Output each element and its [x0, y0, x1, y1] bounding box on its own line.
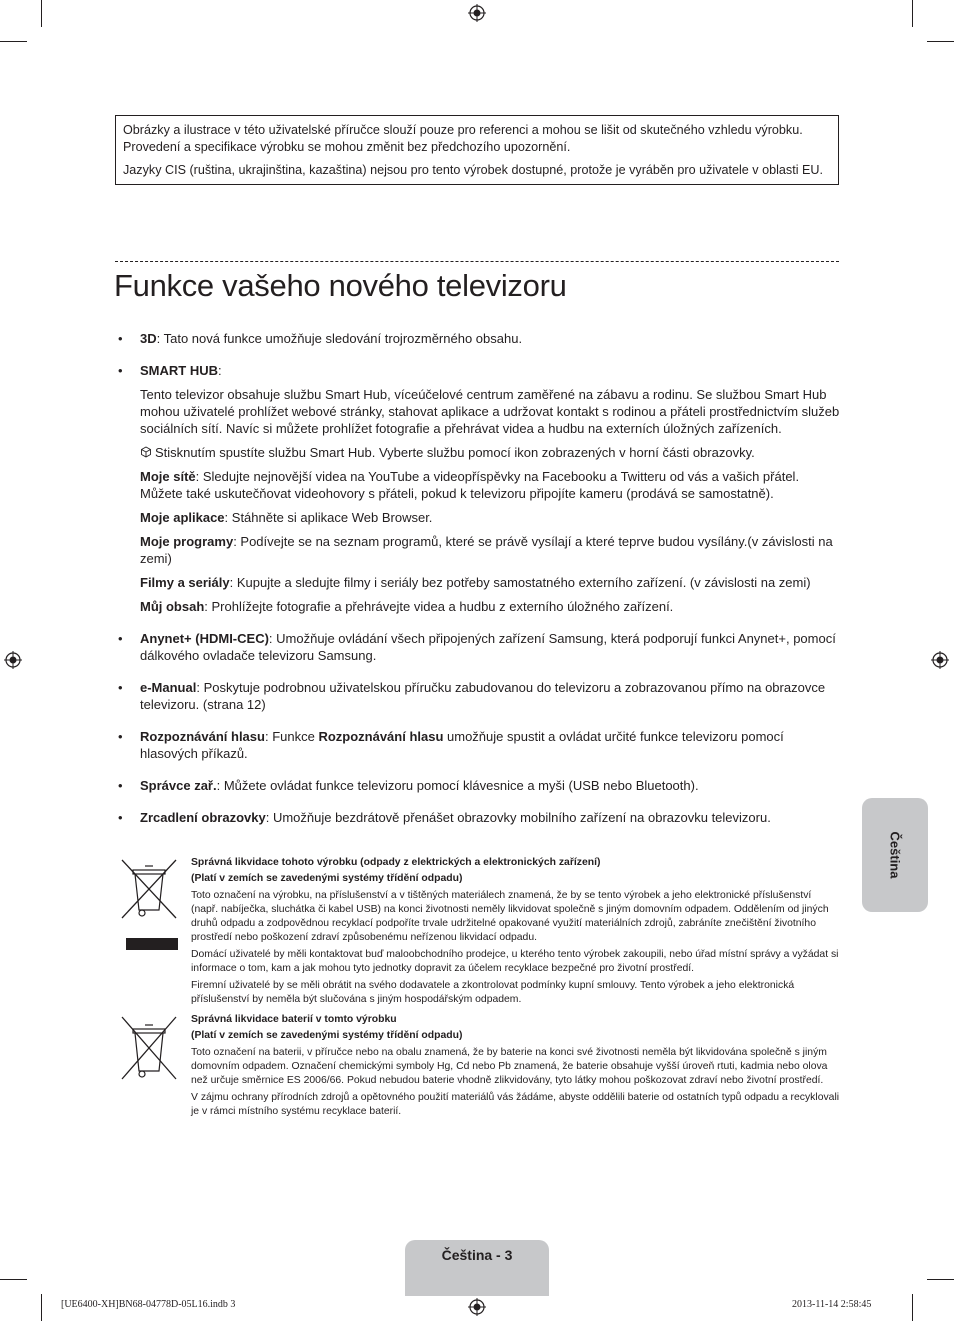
battery-disposal-text	[191, 1013, 841, 1122]
weee-paragraph: Toto označení na výrobku, na příslušenství a v tištěných materiálech znamená, že by se tento výrobek a jeho elektronické příslušenství (např. nabíječka, sluchátka či kabel USB) na konci životnosti neměly likvidovat společně s jiným domovním odpadem. Oddělením od jiných druhů odpadu a zodpovědnou recyklací podpoříte trvale udržitelné opakované využití materiálních zdrojů, zabráníte znečištění životního prostředí nebo poškození zdraví způsobenému neřízenou likvidací odpadu.	[191, 890, 829, 943]
crop-mark	[912, 0, 913, 27]
registration-mark-icon	[931, 651, 949, 669]
feature-smart-hub: • SMART HUB: Tento televizor obsahuje službu Smart Hub, víceúčelové centrum zaměřené na zábavu a rodinu. Se službou Smart Hub mohou uživatelé prohlížet webové stránky, stahovat aplikace a udržovat kontakt s rodinou a přáteli prostřednictvím služeb sociálních sítí. Navíc si můžete prohlížet fotografie a přehrávat videa a hudbu na externích úložných zařízeních. Stisknutím spustíte službu Smart Hub. Vyberte službu pomocí ikon zobrazených v horní části obrazovky. Moje sítě: Sledujte nejnovější videa na YouTube a videopříspěvky na Facebooku a Twitteru od vás a vašich přátel. Můžete také uskutečňovat videohovory s přáteli, pokud k televizoru připojíte kameru (prodává se samostatně). Moje aplikace: Stáhněte si aplikace Web Browser. Moje programy: Podívejte se na seznam programů, které se právě vysílají a které teprve budou vysílány.(v závislosti na zemi) Filmy a seriály: Kupujte a sledujte filmy i seriály bez potřeby samostatného externího zařízení. (v závislosti na zemi) Můj obsah: Prohlížejte fotografie a přehrávejte videa a hudbu z externího úložného zařízení.	[118, 363, 840, 614]
cis-languages-text: Jazyky CIS (ruština, ukrajinština, kazaština) nejsou pro tento výrobek dostupné, protože je vyráběn pro uživatele v oblasti EU.	[123, 163, 824, 177]
print-slug-left: [UE6400-XH]BN68-04778D-05L16.indb 3	[61, 1299, 236, 1310]
crossed-wheelie-bin-icon	[118, 856, 180, 952]
section-divider	[115, 261, 839, 262]
language-side-tab	[862, 798, 928, 912]
crop-mark	[0, 1279, 27, 1280]
registration-mark-icon	[468, 1298, 486, 1316]
feature-e-manual: • e-Manual: Poskytuje podrobnou uživatelskou příručku zabudovanou do televizoru a zobrazovanou přímo na obrazovce televizoru. (strana 12)	[118, 680, 826, 712]
crossed-wheelie-bin-icon	[118, 1013, 180, 1085]
smart-hub-item: Moje programy: Podívejte se na seznam programů, které se právě vysílají a které teprve budou vysílány.(v závislosti na zemi)	[140, 534, 833, 566]
print-slug-right: 2013-11-14 2:58:45	[792, 1299, 872, 1310]
page-number: Čeština - 3	[441, 1247, 513, 1263]
disclaimer-box	[115, 115, 839, 185]
weee-heading: Správná likvidace tohoto výrobku (odpady z elektrických a elektronických zařízení)	[191, 857, 601, 868]
page-number-tab	[405, 1240, 549, 1296]
smart-hub-item: Moje aplikace: Stáhněte si aplikace Web Browser.	[140, 510, 433, 525]
registration-mark-icon	[4, 651, 22, 669]
feature-3d: • 3D: Tato nová funkce umožňuje sledování trojrozměrného obsahu.	[118, 331, 523, 346]
feature-anynet: • Anynet+ (HDMI-CEC): Umožňuje ovládání všech připojených zařízení Samsung, která podporují funkci Anynet+, pomocí dálkového ovladače televizoru Samsung.	[118, 631, 836, 663]
smart-hub-item: Můj obsah: Prohlížejte fotografie a přehrávejte videa a hudbu z externího úložného zařízení.	[140, 599, 674, 614]
smart-hub-item: Filmy a seriály: Kupujte a sledujte filmy i seriály bez potřeby samostatného externího zařízení. (v závislosti na zemi)	[140, 575, 811, 590]
battery-subheading: (Platí v zemích se zavedenými systémy třídění odpadu)	[191, 1030, 463, 1041]
feature-list	[115, 330, 841, 841]
smart-hub-press: Stisknutím spustíte službu Smart Hub. Vyberte službu pomocí ikon zobrazených v horní části obrazovky.	[140, 444, 841, 461]
smart-hub-icon	[140, 446, 152, 458]
smart-hub-item: Moje sítě: Sledujte nejnovější videa na YouTube a videopříspěvky na Facebooku a Twitteru od vás a vašich přátel. Můžete také uskutečňovat videohovory s přáteli, pokud k televizoru připojíte kameru (prodává se samostatně).	[140, 469, 800, 501]
battery-paragraph: V zájmu ochrany přírodních zdrojů a opětovného použití materiálů vás žádáme, abyste oddělili baterie od ostatních typů odpadu a recyklovali je v rámci místního systému recyklace baterií.	[191, 1092, 840, 1117]
battery-heading: Správná likvidace baterií v tomto výrobku	[191, 1014, 397, 1025]
crop-mark	[927, 41, 954, 42]
crop-mark	[927, 1279, 954, 1280]
crop-mark	[0, 41, 27, 42]
smart-hub-details	[140, 386, 841, 615]
weee-disposal-section	[118, 856, 838, 1016]
language-side-label: Čeština	[887, 831, 903, 879]
feature-voice-recognition: • Rozpoznávání hlasu: Funkce Rozpoznávání hlasu umožňuje spustit a ovládat určité funkce televizoru pomocí hlasových příkazů.	[118, 729, 784, 761]
crop-mark	[41, 1294, 42, 1321]
feature-device-manager: • Správce zař.: Můžete ovládat funkce televizoru pomocí klávesnice a myši (USB nebo Bluetooth).	[118, 778, 699, 793]
weee-paragraph: Firemní uživatelé by se měli obrátit na svého dodavatele a zkontrolovat podmínky kupní smlouvy. Tento výrobek a jeho elektronická příslušenství by neměla být slučována s jiným hospodářským odpadem.	[191, 980, 795, 1005]
disclaimer-text: Obrázky a ilustrace v této uživatelské příručce slouží pouze pro referenci a mohou se lišit od skutečného vzhledu výrobku. Provedení a specifikace výrobku se mohou změnit bez předchozího upozornění.	[123, 123, 803, 154]
smart-hub-intro: Tento televizor obsahuje službu Smart Hub, víceúčelové centrum zaměřené na zábavu a rodinu. Se službou Smart Hub mohou uživatelé prohlížet webové stránky, stahovat aplikace a udržovat kontakt s rodinou a přáteli prostřednictvím služeb sociálních sítí. Navíc si můžete prohlížet fotografie a přehrávat videa a hudbu na externích úložných zařízeních.	[140, 387, 840, 436]
crop-mark	[41, 0, 42, 27]
battery-disposal-section	[118, 1013, 838, 1138]
crop-mark	[912, 1294, 913, 1321]
battery-paragraph: Toto označení na baterii, v příručce nebo na obalu znamená, že by baterie na konci své životnosti neměla být likvidována společně s jiným domovním odpadem. Označení chemickými symboly Hg, Cd nebo Pb znamená, že baterie obsahuje vyšší úroveň rtuti, kadmia nebo olova než určuje směrnice ES 2006/66. Pokud nebudou baterie vhodně zlikvidovány, tyto látky mohou poškozovat zdraví nebo životní prostředí.	[191, 1047, 828, 1086]
weee-paragraph: Domácí uživatelé by měli kontaktovat buď maloobchodního prodejce, u kterého tento výrobek zakoupili, nebo úřad místní správy a vyžádat si informace o tom, kam a jak mohou tyto jednotky dopravit za účelem recyklace bezpečné pro životní prostředí.	[191, 949, 839, 974]
page-title: Funkce vašeho nového televizoru	[114, 268, 567, 303]
weee-subheading: (Platí v zemích se zavedenými systémy třídění odpadu)	[191, 873, 463, 884]
weee-disposal-text	[191, 856, 841, 1010]
feature-screen-mirroring: • Zrcadlení obrazovky: Umožňuje bezdrátově přenášet obrazovky mobilního zařízení na obrazovku televizoru.	[118, 810, 771, 825]
registration-mark-icon	[468, 4, 486, 22]
